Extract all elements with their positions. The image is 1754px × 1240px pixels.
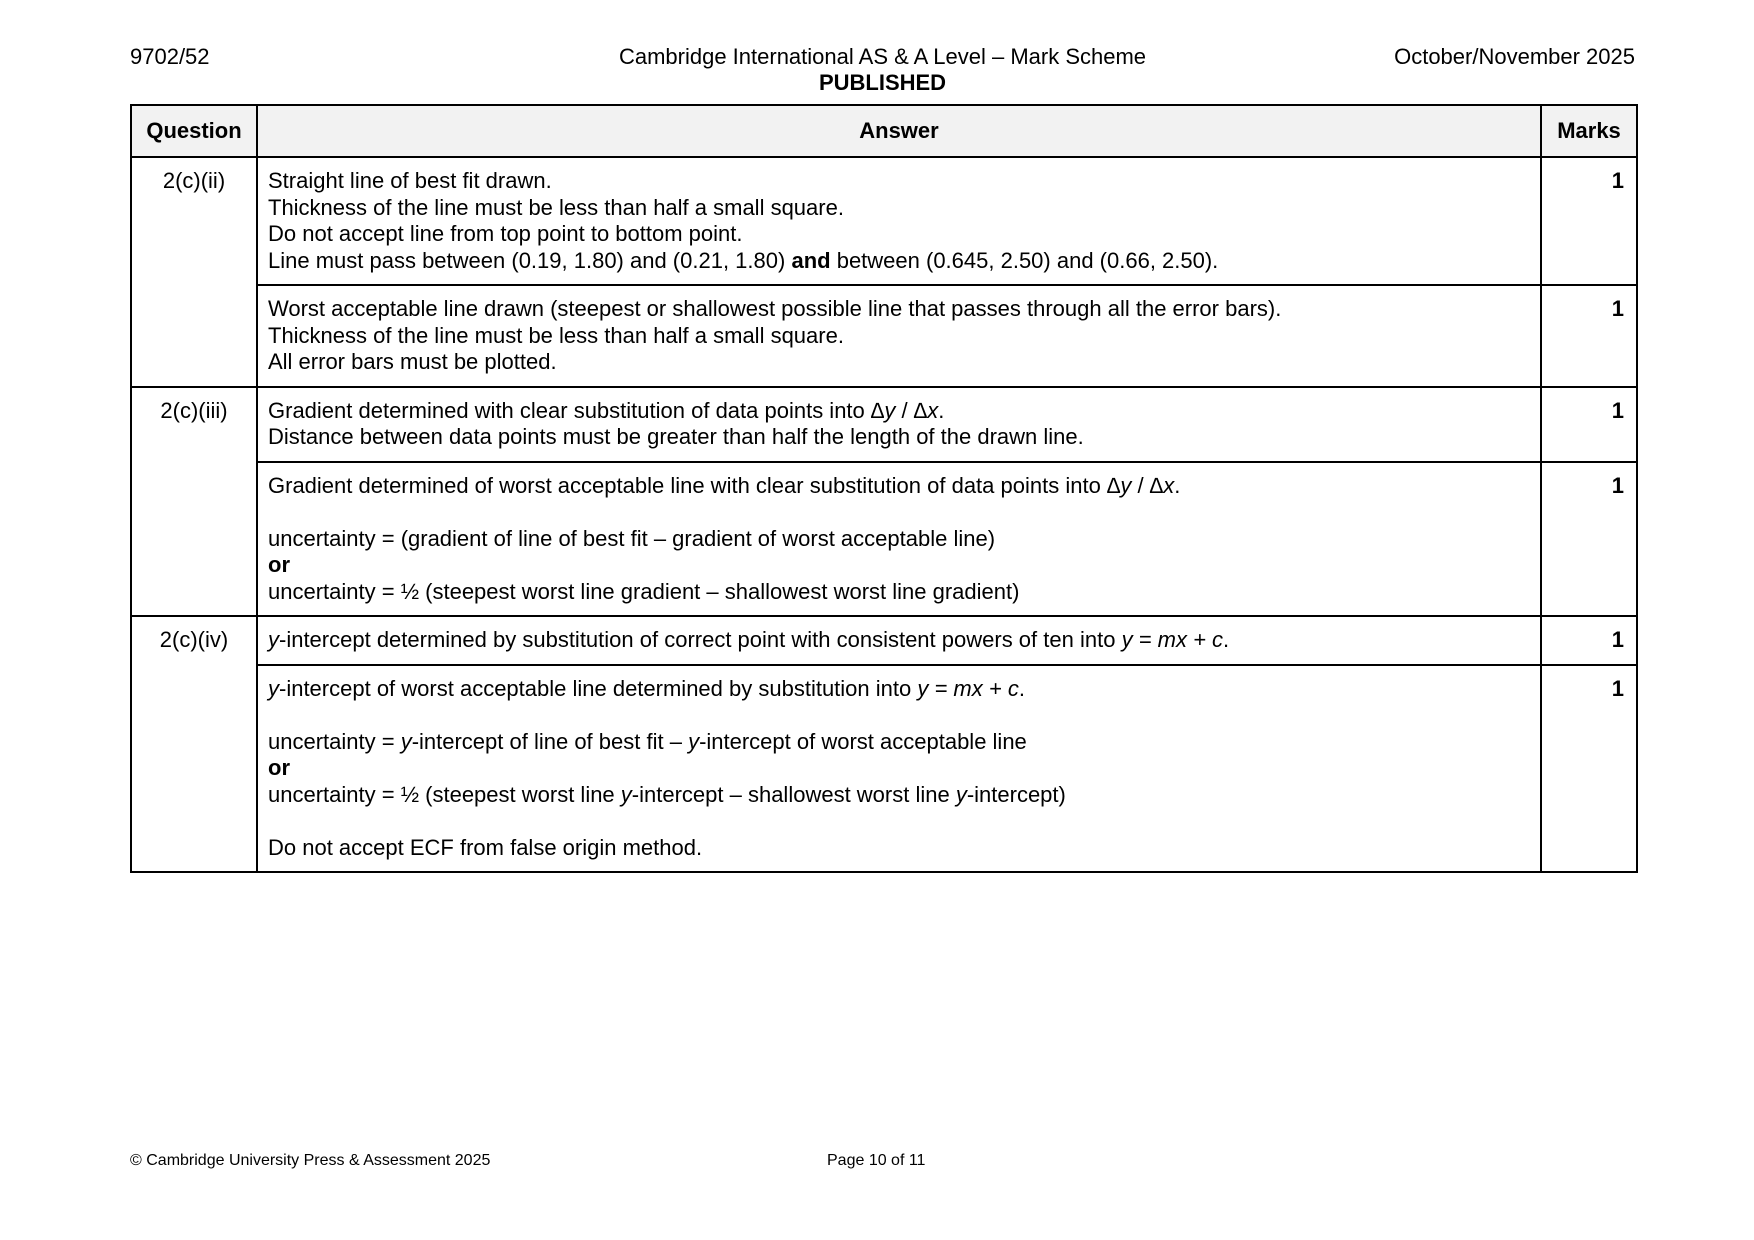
mark-scheme-table <box>130 104 1638 873</box>
blank-line <box>268 702 1530 729</box>
math-slash: / <box>1131 472 1150 498</box>
or-connector: or <box>268 552 290 577</box>
answer-cell <box>257 462 1541 617</box>
answer-line <box>268 473 1530 500</box>
sentence-end: . <box>1018 675 1025 701</box>
mark-value: 1 <box>1541 665 1637 873</box>
table-row <box>131 665 1637 873</box>
answer-text: uncertainty = <box>268 728 401 754</box>
column-header-question: Question <box>131 105 257 157</box>
answer-line: Worst acceptable line drawn (steepest or shallowest possible line that passes through all the error bars). <box>268 296 1282 321</box>
math-delta-x: ∆x <box>913 397 939 423</box>
math-delta-y: ∆y <box>1106 472 1132 498</box>
question-number: 2(c)(iv) <box>131 616 257 872</box>
answer-line: Distance between data points must be greater than half the length of the drawn line. <box>268 424 1084 449</box>
exam-session: October/November 2025 <box>1394 44 1635 69</box>
math-y: y <box>268 675 279 701</box>
copyright-notice: © Cambridge University Press & Assessment 2025 <box>130 1152 491 1169</box>
math-equation: y = mx + c <box>1121 627 1224 652</box>
answer-line <box>268 676 1530 703</box>
column-header-answer: Answer <box>257 105 1541 157</box>
answer-text: -intercept determined by substitution of correct point with consistent powers of ten into <box>279 627 1116 652</box>
answer-text: Line must pass between (0.19, 1.80) and (0.21, 1.80) <box>268 247 786 273</box>
answer-line: Do not accept ECF from false origin method. <box>268 834 703 860</box>
math-y: y <box>268 627 279 652</box>
table-header-row <box>131 105 1637 157</box>
question-number: 2(c)(iii) <box>131 387 257 617</box>
blank-line <box>268 499 1530 526</box>
blank-line <box>268 808 1530 835</box>
sentence-end: . <box>1174 472 1181 498</box>
mark-value: 1 <box>1541 462 1637 617</box>
math-y: y <box>955 781 967 807</box>
answer-text: -intercept of line of best fit – <box>411 728 689 754</box>
answer-text: uncertainty = ½ (steepest worst line <box>268 781 621 807</box>
answer-cell <box>257 157 1541 285</box>
table-row <box>131 285 1637 387</box>
document-status: PUBLISHED <box>818 70 947 95</box>
answer-text: between (0.645, 2.50) and (0.66, 2.50). <box>836 247 1219 273</box>
table-row <box>131 616 1637 665</box>
syllabus-code: 9702/52 <box>130 44 210 69</box>
answer-line <box>268 627 1530 654</box>
answer-text: -intercept of worst acceptable line determined by substitution into <box>279 675 912 701</box>
answer-line: uncertainty = (gradient of line of best fit – gradient of worst acceptable line) <box>268 525 996 551</box>
answer-line: uncertainty = ½ (steepest worst line gradient – shallowest worst line gradient) <box>268 578 1020 604</box>
answer-line <box>268 782 1530 809</box>
math-delta-x: ∆x <box>1149 472 1175 498</box>
table-row <box>131 387 1637 462</box>
answer-text: Gradient determined of worst acceptable line with clear substitution of data points into <box>268 472 1101 498</box>
answer-line: Thickness of the line must be less than half a small square. <box>268 322 844 348</box>
document-title: Cambridge International AS & A Level – Mark Scheme <box>618 44 1147 69</box>
answer-text: -intercept of worst acceptable line <box>699 728 1027 754</box>
or-connector: or <box>268 755 290 780</box>
answer-cell <box>257 665 1541 873</box>
mark-value: 1 <box>1541 157 1637 285</box>
sentence-end: . <box>1223 627 1230 652</box>
answer-line: Straight line of best fit drawn. <box>268 168 552 193</box>
math-slash: / <box>895 397 914 423</box>
table-row <box>131 462 1637 617</box>
bold-connector: and <box>791 247 831 273</box>
math-equation: y = mx + c <box>917 675 1019 701</box>
answer-line: Do not accept line from top point to bottom point. <box>268 221 743 246</box>
answer-line <box>268 248 1530 275</box>
page-number: Page 10 of 11 <box>827 1152 926 1169</box>
sentence-end: . <box>938 397 945 423</box>
answer-text: Gradient determined with clear substitution of data points into <box>268 397 865 423</box>
answer-cell <box>257 285 1541 387</box>
answer-line: Thickness of the line must be less than half a small square. <box>268 194 844 220</box>
math-y: y <box>688 728 700 754</box>
math-y: y <box>400 728 412 754</box>
answer-cell <box>257 387 1541 462</box>
answer-cell <box>257 616 1541 665</box>
table-row <box>131 157 1637 285</box>
page-header <box>130 44 1635 100</box>
mark-value: 1 <box>1541 285 1637 387</box>
answer-line <box>268 729 1530 756</box>
column-header-marks: Marks <box>1541 105 1637 157</box>
mark-value: 1 <box>1541 387 1637 462</box>
question-number: 2(c)(ii) <box>131 157 257 387</box>
answer-line <box>268 398 1530 425</box>
math-y: y <box>620 781 632 807</box>
mark-value: 1 <box>1541 616 1637 665</box>
answer-line: All error bars must be plotted. <box>268 349 557 374</box>
answer-text: -intercept) <box>966 781 1066 807</box>
math-delta-y: ∆y <box>870 397 896 423</box>
answer-text: -intercept – shallowest worst line <box>631 781 956 807</box>
